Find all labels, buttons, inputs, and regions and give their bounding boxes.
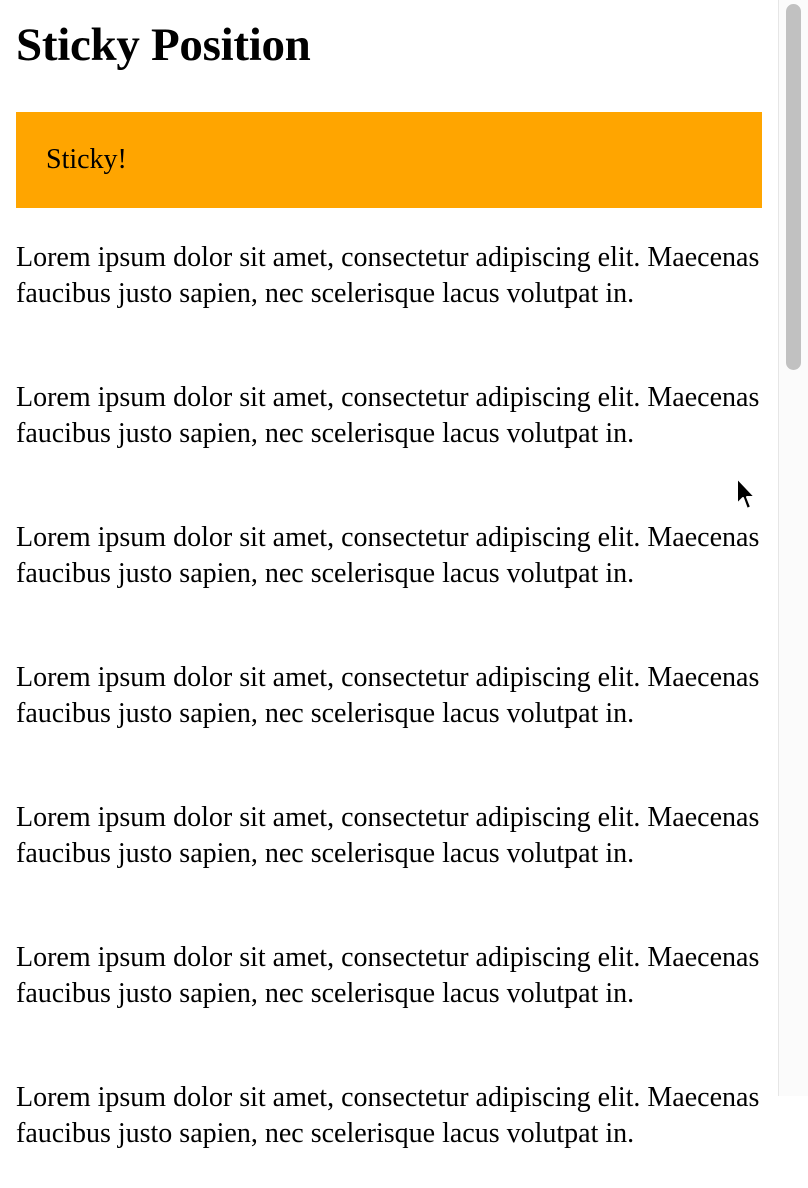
paragraph: Lorem ipsum dolor sit amet, consectetur adipiscing elit. Maecenas faucibus justo sapien, nec scelerisque lacus volutpat in. [16, 522, 760, 589]
paragraph: Lorem ipsum dolor sit amet, consectetur adipiscing elit. Maecenas faucibus justo sapien, nec scelerisque lacus volutpat in. [16, 242, 760, 309]
paragraph-list [16, 240, 762, 1188]
paragraph: Lorem ipsum dolor sit amet, consectetur adipiscing elit. Maecenas faucibus justo sapien, nec scelerisque lacus volutpat in. [16, 942, 760, 1009]
paragraph: Lorem ipsum dolor sit amet, consectetur adipiscing elit. Maecenas faucibus justo sapien, nec scelerisque lacus volutpat in. [16, 662, 760, 729]
mouse-pointer-icon [735, 476, 757, 512]
sticky-box [16, 112, 762, 208]
paragraph: Lorem ipsum dolor sit amet, consectetur adipiscing elit. Maecenas faucibus justo sapien, nec scelerisque lacus volutpat in. [16, 1082, 760, 1149]
vertical-scrollbar[interactable] [778, 0, 808, 1096]
paragraph: Lorem ipsum dolor sit amet, consectetur adipiscing elit. Maecenas faucibus justo sapien, nec scelerisque lacus volutpat in. [16, 382, 760, 449]
sticky-label: Sticky! [46, 144, 127, 175]
paragraph: Lorem ipsum dolor sit amet, consectetur adipiscing elit. Maecenas faucibus justo sapien, nec scelerisque lacus volutpat in. [16, 802, 760, 869]
scrollbar-thumb[interactable] [786, 4, 801, 370]
page-title: Sticky Position [16, 19, 311, 71]
